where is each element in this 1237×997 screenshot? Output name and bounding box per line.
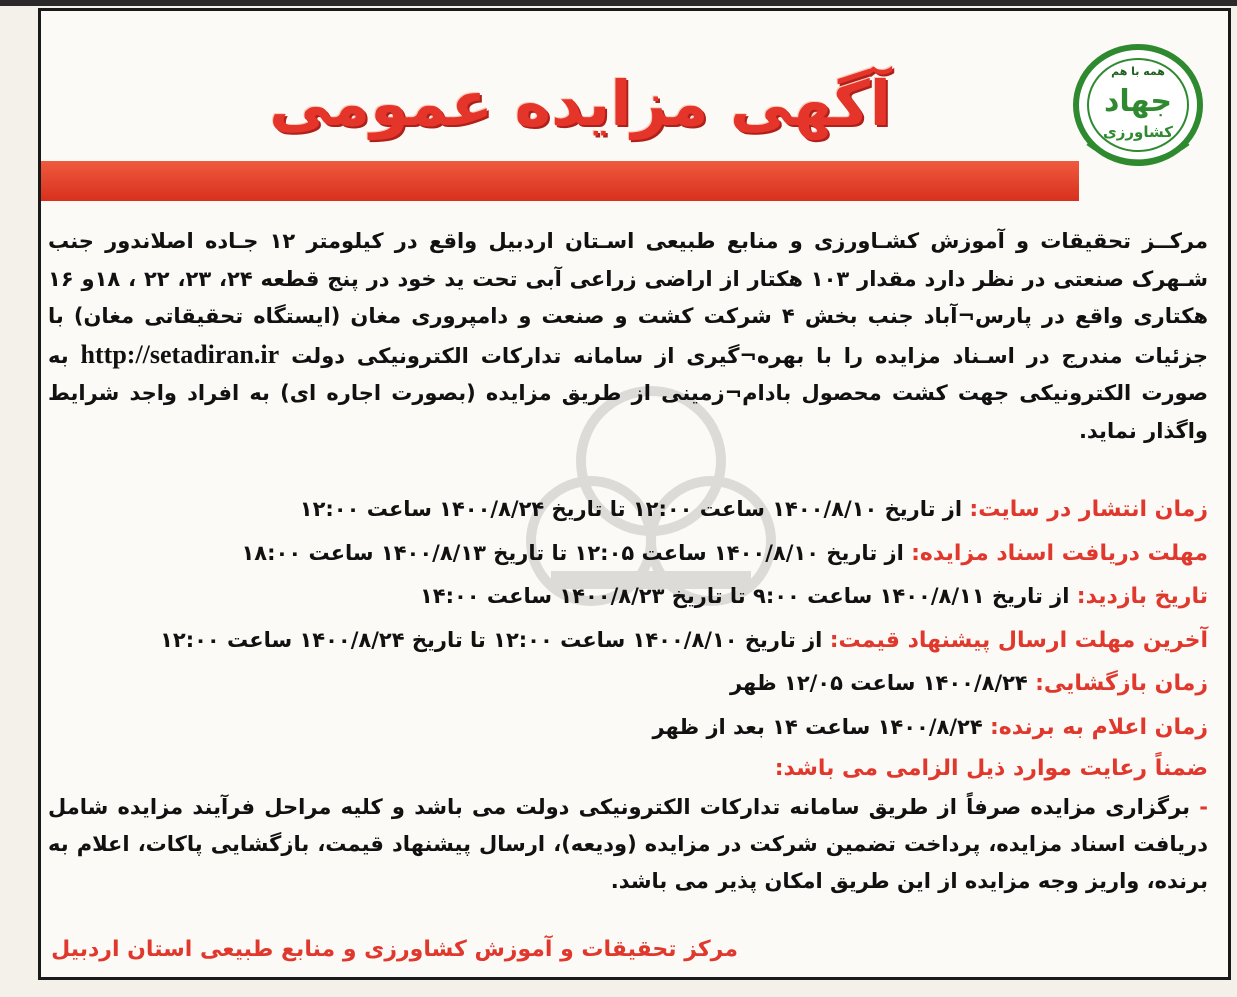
notice-title: آگهی مزایده عمومی <box>269 67 891 140</box>
schedule-label: مهلت دریافت اسناد مزایده: <box>911 540 1208 566</box>
schedule-row <box>48 706 1208 750</box>
notice-intro <box>48 223 1208 450</box>
schedule-label: زمان بازگشایی: <box>1035 671 1208 696</box>
schedule-row <box>48 662 1208 706</box>
schedule-label: آخرین مهلت ارسال پیشنهاد قیمت: <box>829 627 1208 653</box>
schedule-value: از تاریخ ۱۴۰۰/۸/۱۰ ساعت ۱۲:۰۵ تا تاریخ ۱۴۰۰/۸/۱۳ ساعت ۱۸:۰۰ <box>241 540 904 565</box>
schedule-row <box>48 532 1208 576</box>
schedule-label: زمان اعلام به برنده: <box>989 714 1208 740</box>
schedule-value: از تاریخ ۱۴۰۰/۸/۱۱ ساعت ۹:۰۰ تا تاریخ ۱۴۰۰/۸/۲۳ ساعت ۱۴:۰۰ <box>419 584 1070 608</box>
jihad-logo <box>1068 33 1208 183</box>
schedule-value: از تاریخ ۱۴۰۰/۸/۱۰ ساعت ۱۲:۰۰ تا تاریخ ۱۴۰۰/۸/۲۴ ساعت ۱۲:۰۰ <box>160 627 823 652</box>
requirement-text: برگزاری مزایده صرفاً از طریق سامانه تدارکات الکترونیکی دولت می باشد و کلیه مراحل فرآیند مزایده شامل دریافت اسناد مزایده، پرداخت تضمین شرکت در مزایده (ودیعه)، ارسال پیشنهاد قیمت، بازگشایی پاکات، اعلام به برنده، واریز وجه مزایده از این طریق امکان پذیر می باشد. <box>48 795 1208 893</box>
schedule-row <box>48 619 1208 663</box>
notice-frame <box>38 8 1231 980</box>
jihad-logo-icon <box>1068 33 1208 183</box>
notice-header <box>41 11 1228 206</box>
schedule-value: ۱۴۰۰/۸/۲۴ ساعت ۱۲/۰۵ ظهر <box>729 671 1028 695</box>
schedule-value: ۱۴۰۰/۸/۲۴ ساعت ۱۴ بعد از ظهر <box>652 714 983 739</box>
schedule-row <box>48 488 1208 532</box>
schedule-label: تاریخ بازدید: <box>1076 584 1208 609</box>
title-red-bar <box>41 161 1079 201</box>
logo-sub: کشاورزی <box>1103 123 1173 141</box>
issuer-signature: مرکز تحقیقات و آموزش کشاورزی و منابع طبیعی استان اردبیل <box>51 937 738 962</box>
logo-name: جهاد <box>1103 84 1173 119</box>
intro-text-continued: به صورت الکترونیکی جهت کشت محصول بادام¬زمینی از طریق مزایده (بصورت اجاره ای) به افراد واجد شرایط واگذار نماید. <box>48 343 1208 443</box>
logo-top-text: همه با هم <box>1111 65 1165 78</box>
top-border <box>0 0 1237 6</box>
intro-text: مرکــز تحقیقات و آموزش کشـاورزی و منابع طبیعی اسـتان اردبیل واقع در کیلومتر ۱۲ جـاده اصلاندور جنب شـهرک صنعتی در نظر دارد مقدار ۱۰۳ هکتار از اراضی زراعی آبی تحت ید خود در پنج قطعه ۲۴، ۲۳، ۲۲ ، ۱۸و ۱۶ هکتاری واقع در پارس¬آباد جنب بخش ۴ شرکت کشت و صنعت و دامپروری مغان (ایستگاه تحقیقاتی مغان) با جزئیات مندرج در اسـناد مزایده را با بهره¬گیری از سامانه تدارکات الکترونیکی دولت <box>48 229 1209 368</box>
schedule-list <box>48 488 1208 900</box>
requirement-item <box>48 789 1208 900</box>
schedule-row <box>48 575 1208 619</box>
schedule-value: از تاریخ ۱۴۰۰/۸/۱۰ ساعت ۱۲:۰۰ تا تاریخ ۱۴۰۰/۸/۲۴ ساعت ۱۲:۰۰ <box>299 497 963 521</box>
requirements-heading: ضمناً رعایت موارد ذیل الزامی می باشد: <box>774 756 1208 781</box>
setad-link[interactable]: http://setadiran.ir <box>80 339 280 369</box>
schedule-label: زمان انتشار در سایت: <box>969 497 1208 522</box>
bullet-dash: - <box>1190 795 1209 819</box>
